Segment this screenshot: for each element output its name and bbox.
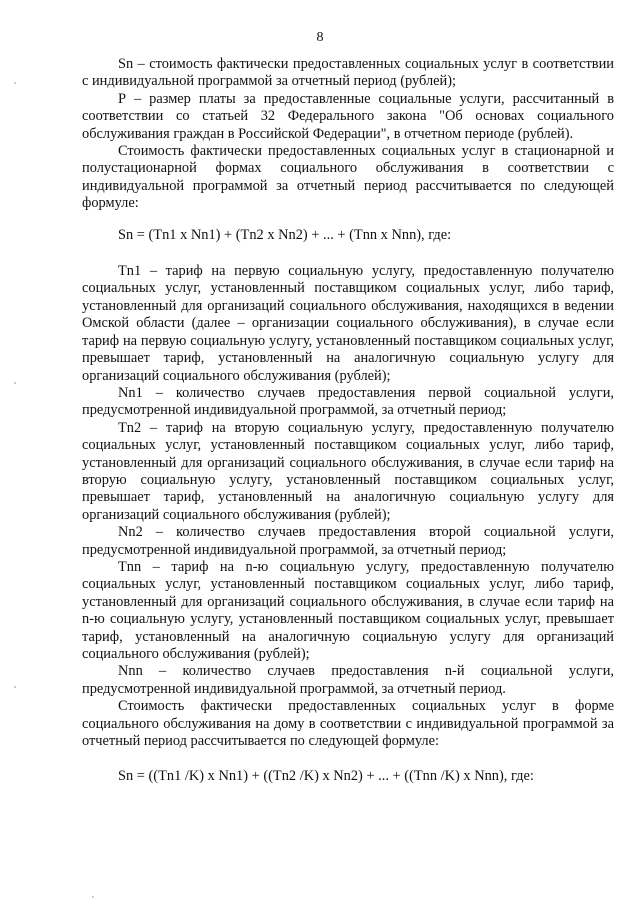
scan-artifact <box>14 686 16 688</box>
scan-artifact <box>14 382 16 384</box>
formula-home-care: Sn = ((Tn1 /K) x Nn1) + ((Tn2 /K) x Nn2) + ... + ((Tnn /K) x Nnn), где: <box>118 768 534 785</box>
document-body <box>82 56 614 805</box>
scan-artifact <box>14 82 16 84</box>
scan-artifact <box>92 896 94 898</box>
page-number: 8 <box>316 30 324 45</box>
formula-inpatient: Sn = (Tn1 x Nn1) + (Tn2 x Nn2) + ... + (Tnn x Nnn), где: <box>118 226 452 243</box>
paragraph-home-intro: Стоимость фактически предоставленных социальных услуг в форме социального обслуживания на дому в соответствии с индивидуальной программой за отчетный период рассчитывается по следующей формуле: <box>82 698 614 750</box>
paragraph-nn1-definition: Nn1 – количество случаев предоставления первой социальной услуги, предусмотренной индивидуальной программой, за отчетный период; <box>82 384 614 419</box>
paragraph-tnn-definition: Tnn – тариф на n-ю социальную услугу, предоставленную получателю социальных услуг, установленный поставщиком социальных услуг, либо тариф, установленный для организаций социального обслуживания, в случае если тариф на n-ю социальную услугу, установленный поставщиком социальных услуг, превышает тариф, установленный на аналогичную социальную услугу для организаций социального обслуживания (рублей); <box>82 558 614 662</box>
paragraph-nnn-definition: Nnn – количество случаев предоставления n-й социальной услуги, предусмотренной индивидуальной программой, за отчетный период. <box>82 663 614 697</box>
paragraph-tn1-definition: Tn1 – тариф на первую социальную услугу, предоставленную получателю социальных услуг, установленный поставщиком социальных услуг, либо тариф, установленный для организаций социального обслуживания, находящихся в ведении Омской области (далее – организации социального обслуживания), в случае если тариф на первую социальную услугу, установленный поставщиком социальных услуг, превышает тариф, установленный на аналогичную социальную услугу для организаций социального обслуживания (рублей); <box>82 263 614 384</box>
paragraph-cost-intro: Стоимость фактически предоставленных социальных услуг в стационарной и полустационарной формах социального обслуживания в соответствии с индивидуальной программой за отчетный период рассчитывается по следующей формуле: <box>82 143 614 212</box>
paragraph-p-definition: Р – размер платы за предоставленные социальные услуги, рассчитанный в соответствии со статьей 32 Федерального закона "Об основах социального обслуживания граждан в Российской Федерации", в отчетном периоде (рублей). <box>82 90 614 142</box>
paragraph-nn2-definition: Nn2 – количество случаев предоставления второй социальной услуги, предусмотренной индивидуальной программой, за отчетный период; <box>82 524 614 558</box>
paragraph-tn2-definition: Tn2 – тариф на вторую социальную услугу, предоставленную получателю социальных услуг, установленный поставщиком социальных услуг, либо тариф, установленный для организаций социального обслуживания, в случае если тариф на вторую социальную услугу, установленный поставщиком социальных услуг, превышает тариф, установленный на аналогичную социальную услугу для организаций социального обслуживания (рублей); <box>82 419 614 523</box>
paragraph-sn-definition: Sn – стоимость фактически предоставленных социальных услуг в соответствии с индивидуальной программой за отчетный период (рублей); <box>82 56 614 90</box>
